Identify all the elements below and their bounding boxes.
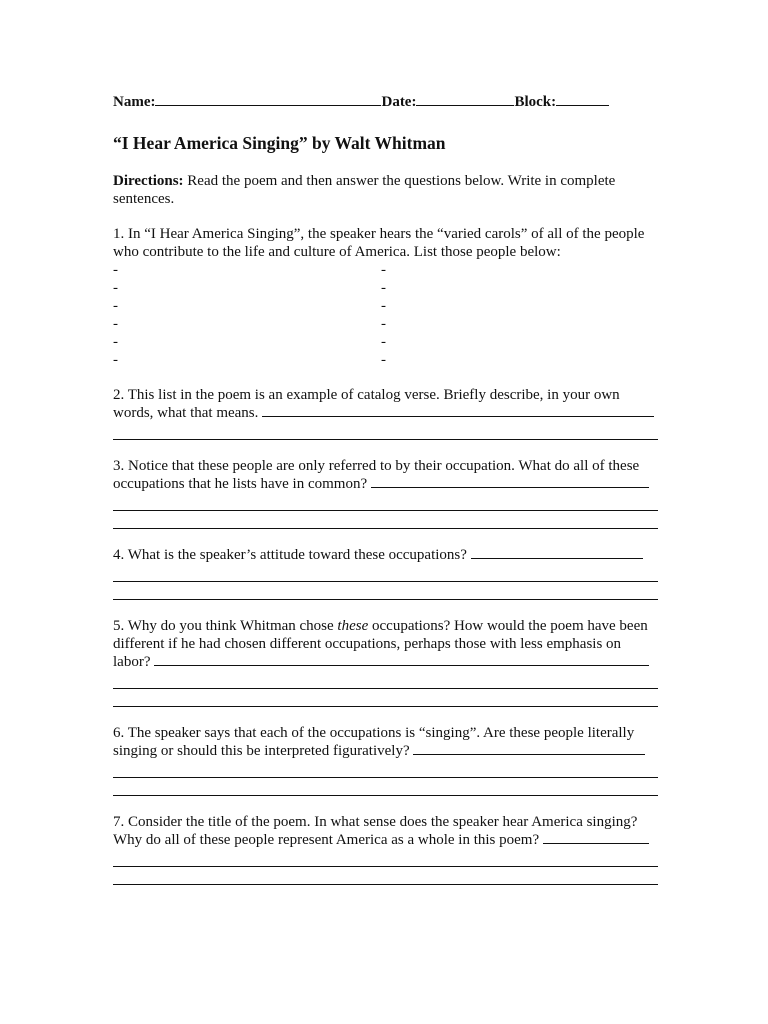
directions [113,172,658,208]
question-7-text [113,813,658,849]
worksheet-page [113,92,658,885]
list-bullet[interactable]: - [113,352,118,368]
question-5 [113,617,658,707]
answer-line[interactable] [113,493,658,511]
list-row [113,315,658,333]
list-bullet[interactable]: - [381,298,386,314]
question-2-prompt: 2. This list in the poem is an example of catalog verse. Briefly describe, in your own words, what that means. [113,387,620,421]
date-field[interactable] [416,93,514,106]
question-3-text [113,457,658,493]
question-4-text [113,546,658,564]
question-5-prompt-start: 5. Why do you think Whitman chose [113,618,338,634]
list-bullet[interactable]: - [381,334,386,350]
list-row [113,261,658,279]
question-1 [113,225,658,369]
block-field[interactable] [556,93,609,106]
list-row [113,351,658,369]
answer-line[interactable] [113,867,658,885]
list-row [113,333,658,351]
list-bullet[interactable]: - [113,262,118,278]
question-5-text [113,617,658,671]
list-row [113,279,658,297]
question-4 [113,546,658,600]
student-info-header [113,92,658,112]
question-6-prompt: 6. The speaker says that each of the occupations is “singing”. Are these people literally singing or should this be interpreted figuratively? [113,725,635,759]
answer-line[interactable] [113,422,658,440]
question-7 [113,813,658,885]
question-2-text [113,386,658,422]
answer-line[interactable] [113,511,658,529]
name-field[interactable] [155,93,381,106]
answer-line[interactable] [113,582,658,600]
answer-line[interactable] [113,849,658,867]
date-label: Date: [381,94,417,110]
question-3-prompt: 3. Notice that these people are only referred to by their occupation. What do all of these occupations that he lists have in common? [113,458,640,492]
answer-line[interactable] [113,760,658,778]
list-bullet[interactable]: - [381,280,386,296]
list-bullet[interactable]: - [381,352,386,368]
answer-line[interactable] [471,546,643,559]
directions-label: Directions: [113,173,184,189]
directions-text: Read the poem and then answer the questions below. Write in complete sentences. [113,173,616,207]
answer-line[interactable] [113,778,658,796]
question-1-text: 1. In “I Hear America Singing”, the speaker hears the “varied carols” of all of the people who contribute to the life and culture of America. List those people below: [113,226,645,260]
answer-line[interactable] [371,475,649,488]
block-label: Block: [514,94,557,110]
list-bullet[interactable]: - [381,316,386,332]
people-list [113,261,658,369]
worksheet-title: “I Hear America Singing” by Walt Whitman [113,133,446,153]
answer-line[interactable] [413,742,645,755]
question-7-prompt: 7. Consider the title of the poem. In what sense does the speaker hear America singing? Why do all of these people represent America as a whole in this poem? [113,814,638,848]
question-5-emphasis: these [337,618,369,634]
question-4-prompt: 4. What is the speaker’s attitude toward these occupations? [113,547,467,563]
list-bullet[interactable]: - [113,280,118,296]
list-bullet[interactable]: - [113,298,118,314]
list-row [113,297,658,315]
answer-line[interactable] [113,689,658,707]
name-label: Name: [113,94,156,110]
answer-line[interactable] [113,564,658,582]
question-2 [113,386,658,440]
answer-line[interactable] [113,671,658,689]
answer-line[interactable] [154,653,649,666]
answer-line[interactable] [543,831,649,844]
list-bullet[interactable]: - [113,334,118,350]
list-bullet[interactable]: - [381,262,386,278]
answer-line[interactable] [262,404,654,417]
list-bullet[interactable]: - [113,316,118,332]
question-5-prompt-end: occupations? How would the poem have been different if he had chosen different occupations, perhaps those with less emphasis on labor? [113,618,648,670]
question-6-text [113,724,658,760]
question-6 [113,724,658,796]
question-3 [113,457,658,529]
